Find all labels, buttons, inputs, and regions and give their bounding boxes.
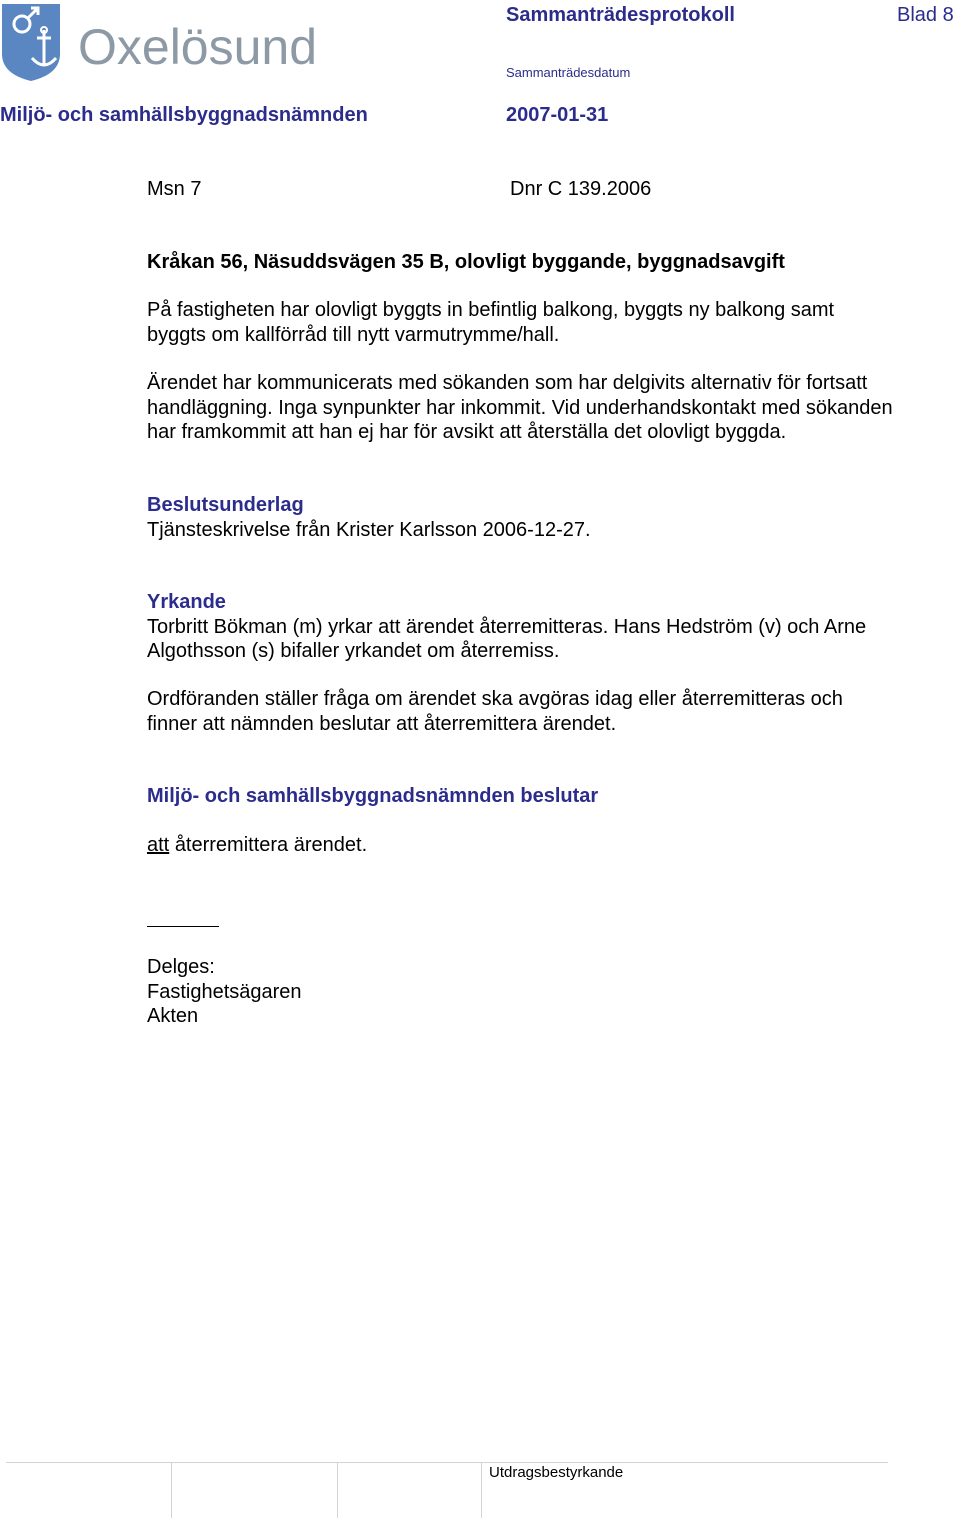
document-type: Sammanträdesprotokoll (506, 4, 735, 26)
page-number: Blad 8 (897, 4, 954, 26)
signature-box (337, 1462, 338, 1518)
decision-basis-heading: Beslutsunderlag (147, 494, 304, 516)
distribution-recipient: Akten (147, 1005, 199, 1027)
signature-box (481, 1462, 482, 1518)
distribution-recipient: Fastighetsägaren (147, 980, 302, 1003)
signature-box (171, 1462, 172, 1518)
motion-heading: Yrkande (147, 591, 226, 613)
decision-text: återremittera ärendet. (174, 834, 368, 856)
meeting-date: 2007-01-31 (506, 104, 609, 126)
decision-line (147, 833, 367, 858)
distribution-heading: Delges: (147, 956, 215, 978)
text-line: Ordföranden ställer fråga om ärendet ska avgöras idag eller återremitteras och (147, 688, 843, 710)
footer-divider (6, 1462, 888, 1463)
extract-certification-label: Utdragsbestyrkande (489, 1464, 624, 1481)
case-number: Msn 7 (147, 178, 202, 200)
background-paragraph (147, 298, 834, 347)
separator-line (147, 926, 219, 927)
text-line: handläggning. Inga synpunkter har inkommit. Vid underhandskontakt med sökanden (147, 396, 893, 419)
decision-heading: Miljö- och samhällsbyggnadsnämnden beslutar (147, 785, 599, 807)
diary-number: Dnr C 139.2006 (510, 178, 652, 200)
distribution-list (147, 955, 302, 1029)
communication-paragraph (147, 371, 893, 445)
text-line: Ärendet har kommunicerats med sökanden som har delgivits alternativ för fortsatt (147, 372, 868, 394)
municipality-wordmark: Oxelösund (78, 19, 318, 75)
committee-name: Miljö- och samhällsbyggnadsnämnden (0, 104, 368, 126)
motion-section (147, 590, 866, 664)
text-line: På fastigheten har olovligt byggts in befintlig balkong, byggts ny balkong samt (147, 299, 835, 321)
decision-att: att (147, 834, 170, 856)
meeting-date-label: Sammanträdesdatum (506, 65, 631, 80)
text-line: har framkommit att han ej har för avsikt att återställa det olovligt byggda. (147, 421, 787, 443)
case-title: Kråkan 56, Näsuddsvägen 35 B, olovligt byggande, byggnadsavgift (147, 251, 785, 273)
coat-of-arms-icon (2, 4, 60, 81)
oxelosund-logo (0, 2, 345, 82)
text-line: Torbritt Bökman (m) yrkar att ärendet återremitteras. Hans Hedström (v) och Arne (147, 615, 867, 638)
text-line: byggts om kallförråd till nytt varmutrymme/hall. (147, 323, 560, 346)
text-line: Algothsson (s) bifaller yrkandet om återremiss. (147, 640, 560, 662)
chair-paragraph (147, 687, 843, 736)
decision-basis-text: Tjänsteskrivelse från Krister Karlsson 2006-12-27. (147, 518, 591, 541)
decision-basis-section (147, 493, 591, 542)
text-line: finner att nämnden beslutar att återremittera ärendet. (147, 712, 617, 735)
